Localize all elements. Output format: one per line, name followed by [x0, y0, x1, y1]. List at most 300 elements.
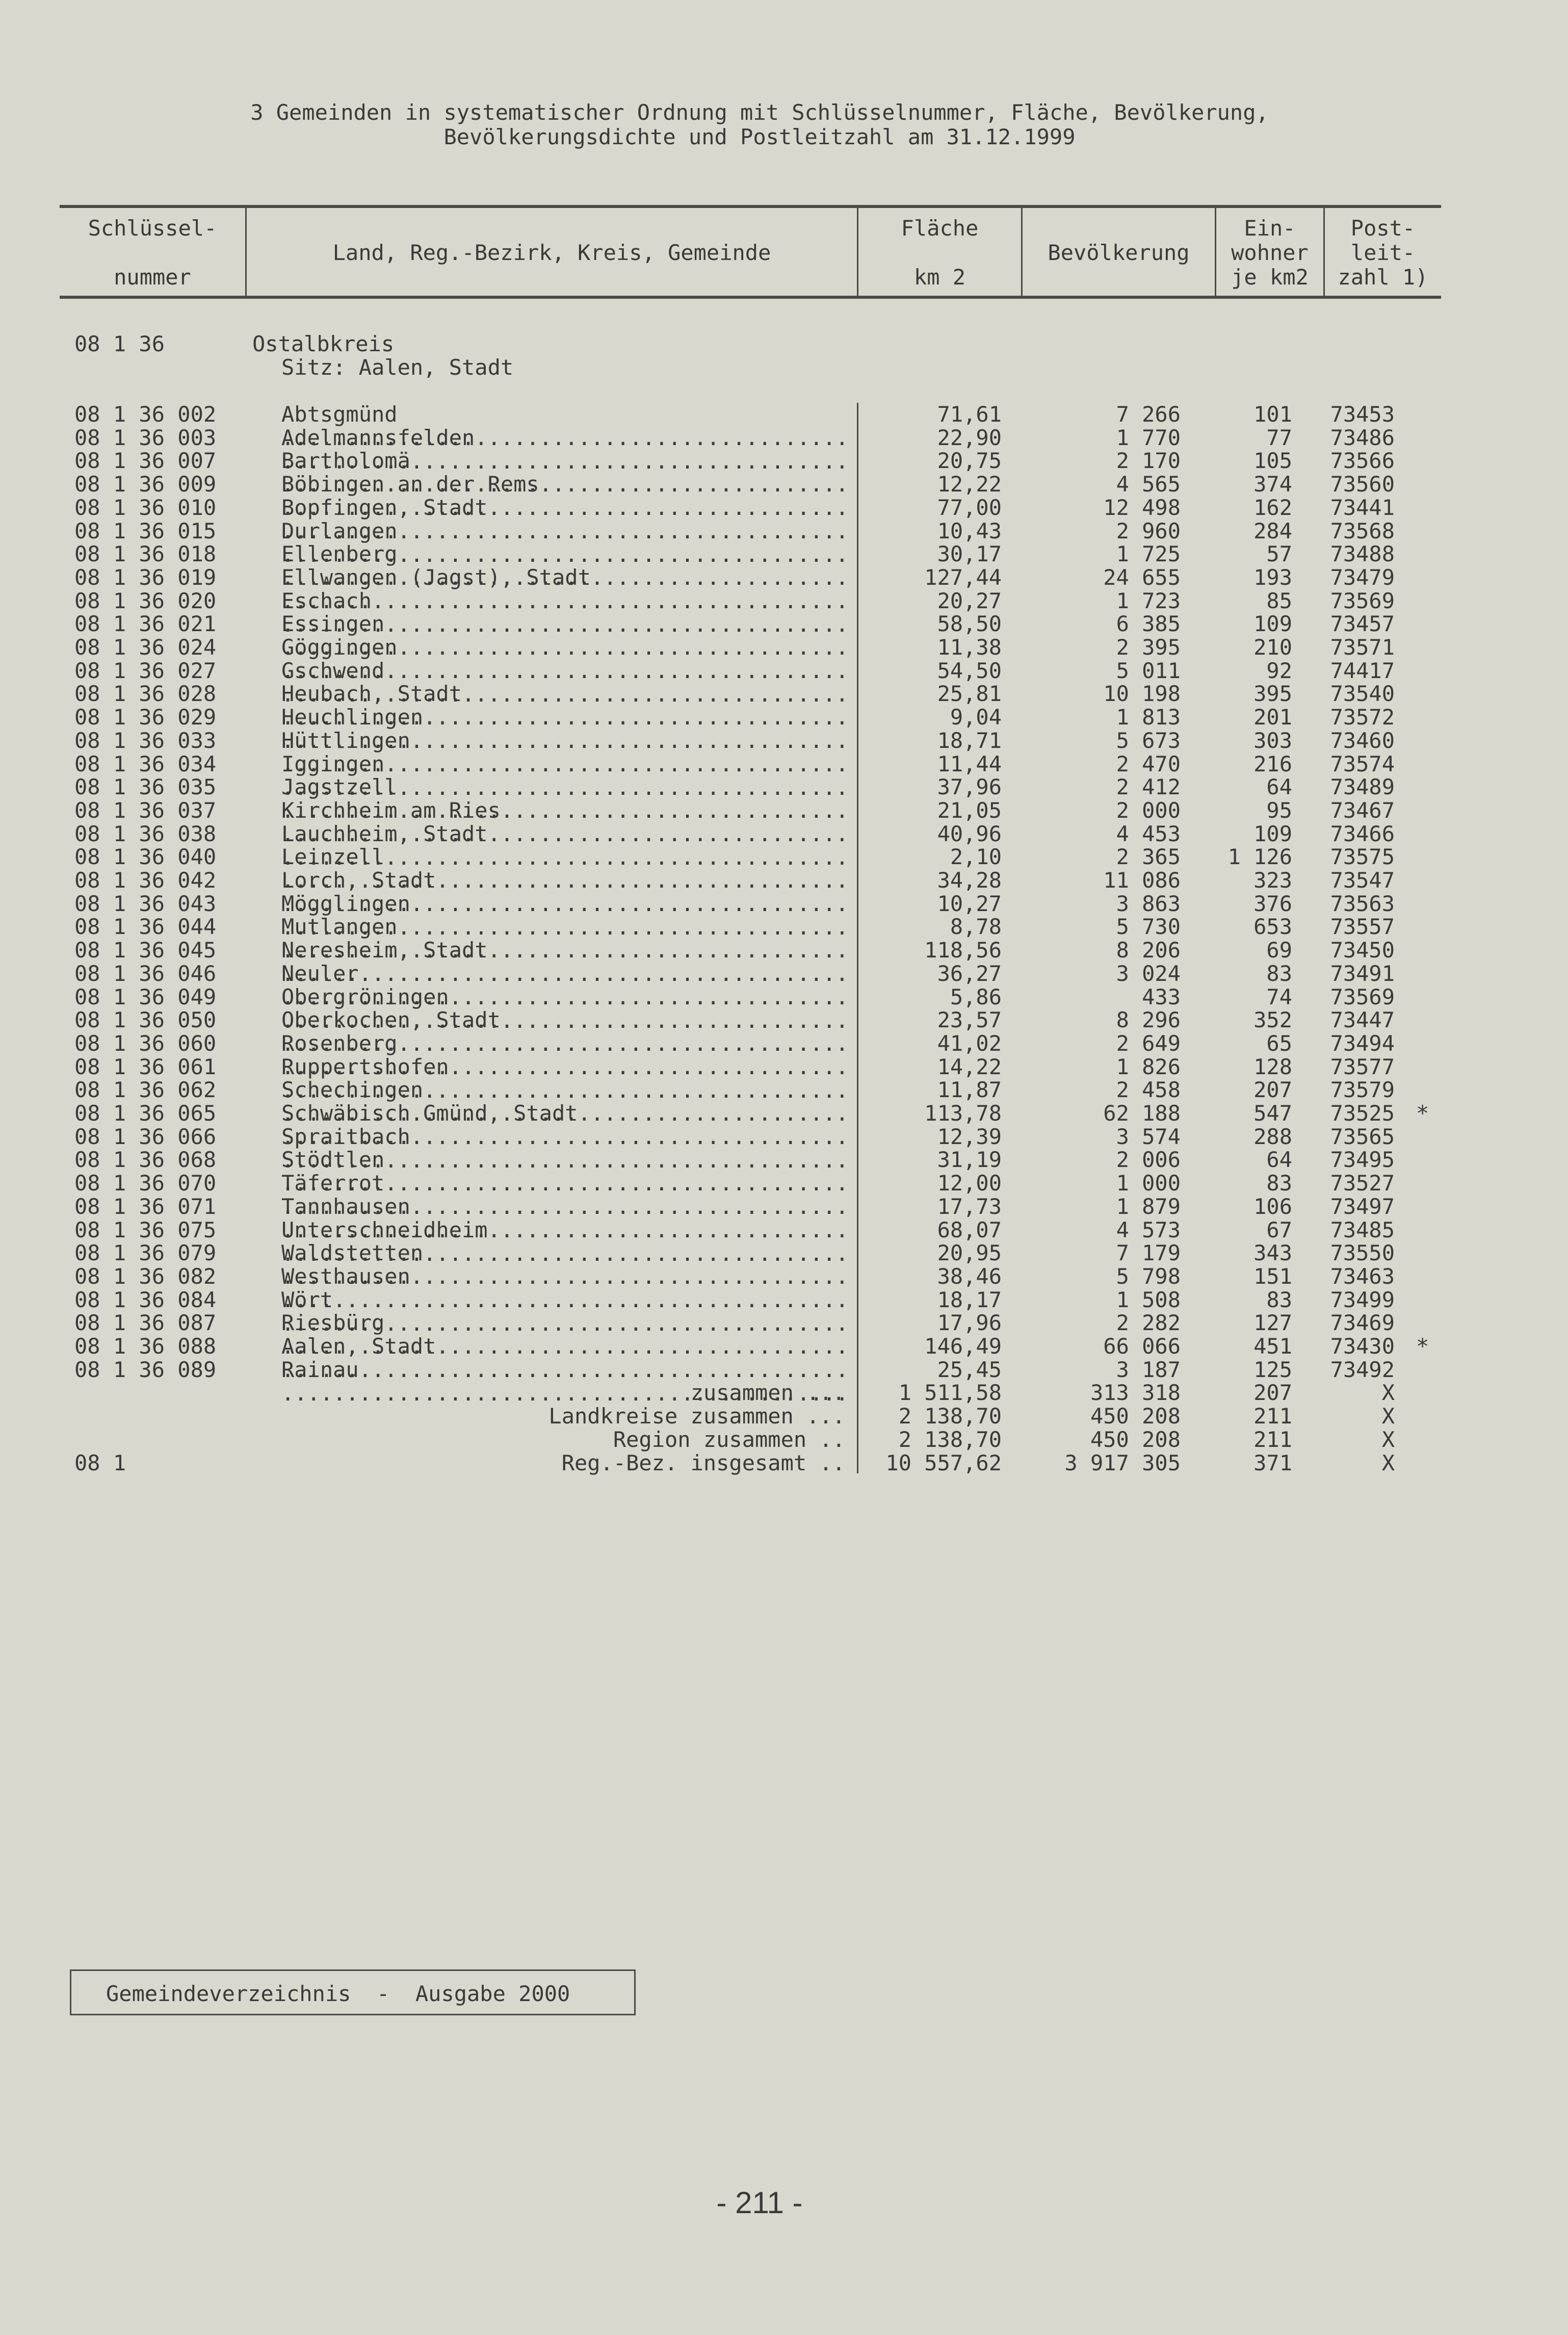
municipality-name: Neuler ..... — [281, 962, 848, 1009]
municipality-key: 08 1 36 015 — [74, 518, 217, 543]
total-label: zusammen ... — [690, 1380, 845, 1406]
table-row — [0, 1008, 1568, 1032]
postal-code: 73494 — [1330, 1030, 1395, 1056]
population-value: 6 385 — [1116, 611, 1181, 637]
header-postal-line: zahl 1) — [1338, 265, 1428, 290]
municipality-name: Rosenberg ..... — [281, 1032, 848, 1079]
area-value: 68,07 — [937, 1217, 1002, 1242]
total-population: 450 208 — [1090, 1426, 1181, 1452]
table-row — [0, 589, 1568, 613]
municipality-key: 08 1 36 070 — [74, 1171, 217, 1196]
population-value: 1 723 — [1116, 588, 1181, 613]
area-value: 5,86 — [950, 984, 1002, 1009]
table-row — [0, 1358, 1568, 1382]
postal-code: 73579 — [1330, 1077, 1395, 1103]
table-row — [0, 1032, 1568, 1055]
municipality-name: Lorch, Stadt ..... — [281, 869, 848, 916]
density-value: 284 — [1253, 518, 1292, 543]
municipality-key: 08 1 36 050 — [74, 1007, 217, 1033]
table-row — [0, 542, 1568, 566]
area-value: 23,57 — [937, 1007, 1002, 1033]
total-label: Landkreise zusammen ... — [548, 1404, 845, 1429]
page-title-line-1: 3 Gemeinden in systematischer Ordnung mit Schlüsselnummer, Fläche, Bevölkerung, — [250, 100, 1269, 125]
table-row — [0, 915, 1568, 939]
postal-code: 73563 — [1330, 891, 1395, 916]
population-value: 2 412 — [1116, 774, 1181, 800]
municipality-name: Neresheim, Stadt ..... — [281, 939, 848, 985]
footnote-mark: * — [1416, 1101, 1429, 1126]
municipality-name: Waldstetten ..... — [281, 1241, 848, 1288]
area-value: 36,27 — [937, 961, 1002, 986]
edition-box — [70, 1969, 636, 2015]
municipality-name: Heuchlingen ..... — [281, 706, 848, 753]
population-value: 24 655 — [1103, 564, 1181, 590]
population-value: 2 365 — [1116, 844, 1181, 870]
density-value: 1 126 — [1227, 844, 1292, 870]
population-value: 5 730 — [1116, 914, 1181, 940]
municipality-name: Obergröningen ..... — [281, 985, 848, 1032]
total-row — [0, 1405, 1568, 1428]
population-value: 3 187 — [1116, 1357, 1181, 1382]
total-area: 2 138,70 — [898, 1404, 1002, 1429]
postal-code: 73441 — [1330, 495, 1395, 520]
density-value: 57 — [1266, 541, 1292, 567]
header-key-line: Schlüssel- — [88, 216, 217, 241]
municipality-name: Durlangen ..... — [281, 520, 848, 566]
municipality-name: Heubach, Stadt ..... — [281, 682, 848, 729]
municipality-name: Stödtlen ..... — [281, 1148, 848, 1195]
municipality-name: Iggingen ..... — [281, 753, 848, 799]
table-row — [0, 985, 1568, 1009]
table-row — [0, 566, 1568, 589]
municipality-name: Rainau ..... — [281, 1358, 848, 1405]
area-value: 40,96 — [937, 821, 1002, 846]
municipality-key: 08 1 36 021 — [74, 611, 217, 637]
total-postal: X — [1381, 1426, 1395, 1452]
population-value: 2 170 — [1116, 448, 1181, 474]
municipality-key: 08 1 36 035 — [74, 774, 217, 800]
header-density — [1216, 216, 1323, 290]
municipality-name: Hüttlingen ..... — [281, 729, 848, 776]
population-value: 7 266 — [1116, 402, 1181, 427]
municipality-key: 08 1 36 042 — [74, 868, 217, 893]
municipality-key: 08 1 36 084 — [74, 1287, 217, 1312]
municipality-key: 08 1 36 082 — [74, 1263, 217, 1289]
postal-code: 73485 — [1330, 1217, 1395, 1242]
postal-code: 73575 — [1330, 844, 1395, 870]
population-value: 2 649 — [1116, 1030, 1181, 1056]
municipality-key: 08 1 36 029 — [74, 705, 217, 730]
area-value: 118,56 — [924, 938, 1002, 963]
density-value: 64 — [1266, 1147, 1292, 1173]
density-value: 288 — [1253, 1124, 1292, 1149]
density-value: 374 — [1253, 472, 1292, 497]
municipality-key: 08 1 36 007 — [74, 448, 217, 474]
municipality-key: 08 1 36 033 — [74, 728, 217, 753]
population-value: 5 673 — [1116, 728, 1181, 753]
postal-code: 73547 — [1330, 868, 1395, 893]
density-value: 323 — [1253, 868, 1292, 893]
density-value: 216 — [1253, 751, 1292, 776]
postal-code: 73571 — [1330, 635, 1395, 660]
postal-code: 73557 — [1330, 914, 1395, 940]
municipality-key: 08 1 36 079 — [74, 1240, 217, 1266]
table-row — [0, 1265, 1568, 1288]
population-value: 5 798 — [1116, 1263, 1181, 1289]
postal-code: 73466 — [1330, 821, 1395, 846]
density-value: 85 — [1266, 588, 1292, 613]
total-population: 450 208 — [1090, 1404, 1181, 1429]
district-name: Ostalbkreis — [252, 331, 395, 356]
municipality-name: Lauchheim, Stadt ..... — [281, 822, 848, 869]
postal-code: 73497 — [1330, 1194, 1395, 1219]
table-row — [0, 496, 1568, 520]
total-row — [0, 1381, 1568, 1405]
header-density-line: wohner — [1231, 240, 1309, 265]
municipality-name: Schechingen ..... — [281, 1078, 848, 1125]
postal-code: 73569 — [1330, 984, 1395, 1009]
municipality-key: 08 1 36 002 — [74, 402, 217, 427]
table-row — [0, 1241, 1568, 1265]
postal-code: 74417 — [1330, 658, 1395, 683]
municipality-key: 08 1 36 068 — [74, 1147, 217, 1173]
population-value: 4 565 — [1116, 472, 1181, 497]
total-density: 211 — [1253, 1426, 1292, 1452]
municipality-key: 08 1 36 019 — [74, 564, 217, 590]
municipality-key: 08 1 36 046 — [74, 961, 217, 986]
municipality-key: 08 1 36 018 — [74, 541, 217, 567]
municipality-key: 08 1 36 060 — [74, 1030, 217, 1056]
population-value: 433 — [1142, 984, 1181, 1009]
population-value: 2 470 — [1116, 751, 1181, 776]
municipality-name: Bartholomä ..... — [281, 449, 848, 496]
municipality-name: Bopfingen, Stadt ..... — [281, 496, 848, 543]
table-row — [0, 1335, 1568, 1358]
density-value: 451 — [1253, 1334, 1292, 1359]
area-value: 38,46 — [937, 1263, 1002, 1289]
population-value: 3 024 — [1116, 961, 1181, 986]
postal-code: 73469 — [1330, 1310, 1395, 1336]
density-value: 343 — [1253, 1240, 1292, 1266]
area-value: 37,96 — [937, 774, 1002, 800]
header-population: Bevölkerung — [1048, 240, 1190, 265]
population-value: 3 574 — [1116, 1124, 1181, 1149]
postal-code: 73560 — [1330, 472, 1395, 497]
total-area: 2 138,70 — [898, 1426, 1002, 1452]
postal-code: 73540 — [1330, 681, 1395, 707]
total-label: Reg.-Bez. insgesamt .. — [561, 1450, 845, 1475]
municipality-key: 08 1 36 045 — [74, 938, 217, 963]
area-value: 10,43 — [937, 518, 1002, 543]
total-density: 371 — [1253, 1450, 1292, 1475]
postal-code: 73491 — [1330, 961, 1395, 986]
density-value: 303 — [1253, 728, 1292, 753]
municipality-key: 08 1 36 066 — [74, 1124, 217, 1149]
municipality-key: 08 1 36 024 — [74, 635, 217, 660]
header-density-line: je km2 — [1231, 265, 1309, 290]
municipality-name: Ellenberg ..... — [281, 542, 848, 589]
table-row — [0, 473, 1568, 496]
density-value: 125 — [1253, 1357, 1292, 1382]
total-key: 08 1 — [74, 1450, 126, 1475]
population-value: 62 188 — [1103, 1101, 1181, 1126]
population-value: 1 879 — [1116, 1194, 1181, 1219]
area-value: 12,22 — [937, 472, 1002, 497]
header-area-line: km 2 — [913, 265, 966, 290]
header-key — [60, 216, 245, 290]
table-row — [0, 636, 1568, 659]
area-value: 18,71 — [937, 728, 1002, 753]
density-value: 109 — [1253, 821, 1292, 846]
density-value: 151 — [1253, 1263, 1292, 1289]
table-row — [0, 1195, 1568, 1218]
density-value: 77 — [1266, 425, 1292, 450]
area-value: 71,61 — [937, 402, 1002, 427]
area-value: 12,39 — [937, 1124, 1002, 1149]
table-row — [0, 799, 1568, 822]
district-seat: Sitz: Aalen, Stadt — [281, 355, 514, 380]
municipality-name: Abtsgmünd ..... — [281, 403, 848, 450]
table-row — [0, 449, 1568, 473]
postal-code: 73566 — [1330, 448, 1395, 474]
density-value: 74 — [1266, 984, 1292, 1009]
area-value: 127,44 — [924, 564, 1002, 590]
population-value: 12 498 — [1103, 495, 1181, 520]
postal-code: 73450 — [1330, 938, 1395, 963]
postal-code: 73453 — [1330, 402, 1395, 427]
density-value: 95 — [1266, 797, 1292, 823]
municipality-name: Tannhausen ..... — [281, 1195, 848, 1242]
density-value: 128 — [1253, 1054, 1292, 1079]
density-value: 210 — [1253, 635, 1292, 660]
density-value: 106 — [1253, 1194, 1292, 1219]
area-value: 2,10 — [950, 844, 1002, 870]
total-postal: X — [1381, 1450, 1395, 1475]
area-value: 17,73 — [937, 1194, 1002, 1219]
header-postal-line: leit- — [1350, 240, 1416, 265]
municipality-key: 08 1 36 040 — [74, 844, 217, 870]
postal-code: 73569 — [1330, 588, 1395, 613]
postal-code: 73577 — [1330, 1054, 1395, 1079]
postal-code: 73457 — [1330, 611, 1395, 637]
population-value: 8 206 — [1116, 938, 1181, 963]
area-value: 31,19 — [937, 1147, 1002, 1173]
density-value: 395 — [1253, 681, 1292, 707]
population-value: 1 000 — [1116, 1171, 1181, 1196]
area-value: 14,22 — [937, 1054, 1002, 1079]
municipality-key: 08 1 36 034 — [74, 751, 217, 776]
municipality-name: Böbingen an der Rems ..... — [281, 473, 848, 520]
municipality-name: Wört ..... — [281, 1288, 848, 1335]
population-value: 66 066 — [1103, 1334, 1181, 1359]
area-value: 25,81 — [937, 681, 1002, 707]
table-row — [0, 892, 1568, 916]
postal-code: 73430 — [1330, 1334, 1395, 1359]
postal-code: 73565 — [1330, 1124, 1395, 1149]
area-value: 146,49 — [924, 1334, 1002, 1359]
density-value: 352 — [1253, 1007, 1292, 1033]
density-value: 64 — [1266, 774, 1292, 800]
population-value: 3 863 — [1116, 891, 1181, 916]
municipality-name: Ruppertshofen ..... — [281, 1055, 848, 1102]
population-value: 2 000 — [1116, 797, 1181, 823]
density-value: 83 — [1266, 961, 1292, 986]
municipality-key: 08 1 36 003 — [74, 425, 217, 450]
area-value: 11,44 — [937, 751, 1002, 776]
density-value: 69 — [1266, 938, 1292, 963]
municipality-name: Leinzell ..... — [281, 845, 848, 892]
area-value: 113,78 — [924, 1101, 1002, 1126]
table-row — [0, 612, 1568, 636]
postal-code: 73572 — [1330, 705, 1395, 730]
table-row — [0, 869, 1568, 892]
municipality-key: 08 1 36 061 — [74, 1054, 217, 1079]
population-value: 5 011 — [1116, 658, 1181, 683]
postal-code: 73527 — [1330, 1171, 1395, 1196]
municipality-key: 08 1 36 049 — [74, 984, 217, 1009]
municipality-key: 08 1 36 037 — [74, 797, 217, 823]
municipality-name: Adelmannsfelden ..... — [281, 426, 848, 473]
table-row — [0, 845, 1568, 869]
population-value: 4 453 — [1116, 821, 1181, 846]
density-value: 67 — [1266, 1217, 1292, 1242]
table-row — [0, 1311, 1568, 1335]
postal-code: 73467 — [1330, 797, 1395, 823]
table-row — [0, 1148, 1568, 1172]
total-postal: X — [1381, 1404, 1395, 1429]
population-value: 1 826 — [1116, 1054, 1181, 1079]
population-value: 11 086 — [1103, 868, 1181, 893]
municipality-name: Schwäbisch Gmünd, Stadt ..... — [281, 1102, 848, 1149]
municipality-key: 08 1 36 009 — [74, 472, 217, 497]
population-value: 2 960 — [1116, 518, 1181, 543]
total-population: 313 318 — [1090, 1380, 1181, 1406]
table-row — [0, 1102, 1568, 1125]
municipality-key: 08 1 36 043 — [74, 891, 217, 916]
table-row — [0, 1288, 1568, 1312]
population-value: 2 458 — [1116, 1077, 1181, 1103]
municipality-key: 08 1 36 010 — [74, 495, 217, 520]
header-area — [858, 216, 1021, 290]
table-row — [0, 1125, 1568, 1149]
density-value: 92 — [1266, 658, 1292, 683]
postal-code: 73463 — [1330, 1263, 1395, 1289]
postal-code: 73550 — [1330, 1240, 1395, 1266]
population-value: 8 296 — [1116, 1007, 1181, 1033]
header-name: Land, Reg.-Bezirk, Kreis, Gemeinde — [332, 240, 771, 265]
density-value: 193 — [1253, 564, 1292, 590]
density-value: 376 — [1253, 891, 1292, 916]
density-value: 127 — [1253, 1310, 1292, 1336]
density-value: 83 — [1266, 1287, 1292, 1312]
municipality-key: 08 1 36 044 — [74, 914, 217, 940]
total-postal: X — [1381, 1380, 1395, 1406]
table-row — [0, 426, 1568, 450]
total-row — [0, 1451, 1568, 1475]
header-key-line: nummer — [114, 265, 191, 290]
municipality-name: Riesbürg ..... — [281, 1311, 848, 1358]
density-value: 105 — [1253, 448, 1292, 474]
area-value: 17,96 — [937, 1310, 1002, 1336]
density-value: 109 — [1253, 611, 1292, 637]
area-value: 18,17 — [937, 1287, 1002, 1312]
table-row — [0, 775, 1568, 799]
municipality-key: 08 1 36 062 — [74, 1077, 217, 1103]
density-value: 101 — [1253, 402, 1292, 427]
population-value: 2 282 — [1116, 1310, 1181, 1336]
total-area: 1 511,58 — [898, 1380, 1002, 1406]
area-value: 54,50 — [937, 658, 1002, 683]
area-value: 9,04 — [950, 705, 1002, 730]
table-row — [0, 939, 1568, 962]
table-row — [0, 962, 1568, 985]
table-row — [0, 520, 1568, 543]
municipality-key: 08 1 36 020 — [74, 588, 217, 613]
total-density: 207 — [1253, 1380, 1292, 1406]
population-value: 1 725 — [1116, 541, 1181, 567]
postal-code: 73495 — [1330, 1147, 1395, 1173]
area-value: 10,27 — [937, 891, 1002, 916]
header-area-line: Fläche — [901, 216, 979, 241]
population-value: 4 573 — [1116, 1217, 1181, 1242]
table-row — [0, 1172, 1568, 1195]
municipality-name: Essingen ..... — [281, 612, 848, 659]
municipality-key: 08 1 36 088 — [74, 1334, 217, 1359]
header-postal — [1325, 216, 1441, 290]
postal-code: 73568 — [1330, 518, 1395, 543]
area-value: 20,27 — [937, 588, 1002, 613]
municipality-key: 08 1 36 089 — [74, 1357, 217, 1382]
table-row — [0, 753, 1568, 776]
municipality-name: Eschach ..... — [281, 589, 848, 636]
total-density: 211 — [1253, 1404, 1292, 1429]
density-value: 547 — [1253, 1101, 1292, 1126]
page-number: - 211 - — [716, 2186, 803, 2220]
density-value: 653 — [1253, 914, 1292, 940]
postal-code: 73460 — [1330, 728, 1395, 753]
municipality-name: Spraitbach ..... — [281, 1125, 848, 1172]
municipality-name: Oberkochen, Stadt ..... — [281, 1008, 848, 1055]
municipality-key: 08 1 36 038 — [74, 821, 217, 846]
header-density-line: Ein- — [1244, 216, 1296, 241]
area-value: 12,00 — [937, 1171, 1002, 1196]
postal-code: 73499 — [1330, 1287, 1395, 1312]
table-row — [0, 1218, 1568, 1242]
table-row — [0, 706, 1568, 729]
area-value: 11,87 — [937, 1077, 1002, 1103]
area-value: 41,02 — [937, 1030, 1002, 1056]
population-value: 1 770 — [1116, 425, 1181, 450]
municipality-name: Jagstzell ..... — [281, 775, 848, 822]
density-value: 162 — [1253, 495, 1292, 520]
area-value: 20,95 — [937, 1240, 1002, 1266]
municipality-key: 08 1 36 087 — [74, 1310, 217, 1336]
municipality-name: Mutlangen ..... — [281, 915, 848, 962]
municipality-name: Westhausen ..... — [281, 1265, 848, 1312]
population-value: 7 179 — [1116, 1240, 1181, 1266]
municipality-name: Aalen, Stadt ..... — [281, 1335, 848, 1382]
table-row — [0, 1055, 1568, 1079]
header-top-rule — [60, 205, 1441, 208]
municipality-name: Ellwangen (Jagst), Stadt ..... — [281, 566, 848, 613]
municipality-key: 08 1 36 065 — [74, 1101, 217, 1126]
population-value: 2 395 — [1116, 635, 1181, 660]
total-population: 3 917 305 — [1064, 1450, 1181, 1475]
municipality-key: 08 1 36 071 — [74, 1194, 217, 1219]
postal-code: 73447 — [1330, 1007, 1395, 1033]
municipality-key: 08 1 36 075 — [74, 1217, 217, 1242]
municipality-name: Gschwend ..... — [281, 659, 848, 706]
